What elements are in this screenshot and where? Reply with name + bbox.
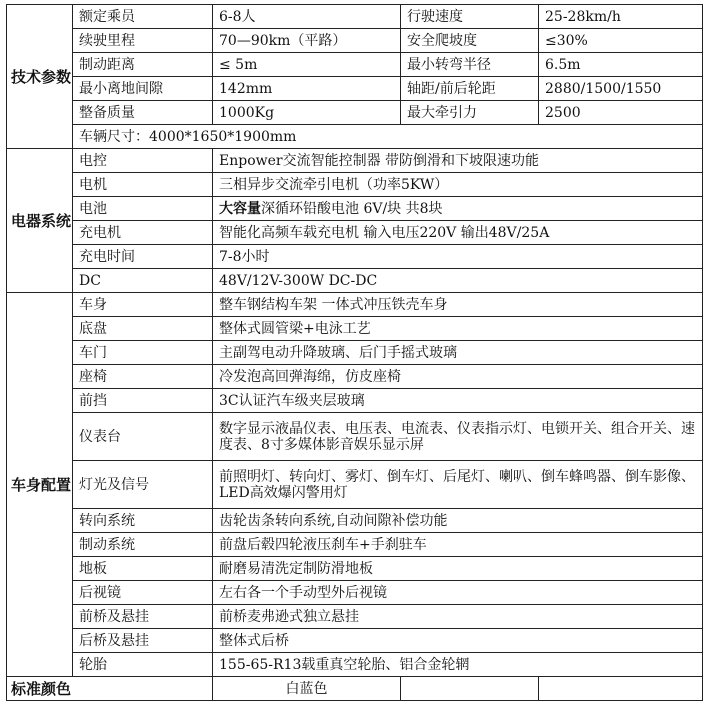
- electric-value: 智能化高频车载充电机 输入电压220V 输出48V/25A: [213, 221, 703, 245]
- body-row-6: [7, 413, 703, 461]
- body-label: 车身: [73, 293, 213, 317]
- tech-label: 安全爬坡度: [401, 29, 539, 53]
- body-value: 齿轮齿条转向系统,自动间隙补偿功能: [213, 509, 703, 533]
- battery-value: 深循环铅酸电池 6V/块 共8块: [261, 200, 443, 217]
- body-label: 底盘: [73, 317, 213, 341]
- tech-value: 2500: [539, 101, 703, 125]
- electric-value: 48V/12V-300W DC-DC: [213, 269, 703, 293]
- body-value: 冷发泡高回弹海绵，仿皮座椅: [213, 365, 703, 389]
- tech-row-1: [7, 5, 703, 29]
- tech-row-2: [7, 29, 703, 53]
- electric-label: DC: [73, 269, 213, 293]
- electric-row-5: [7, 245, 703, 269]
- body-section-title: 车身配置: [7, 293, 73, 677]
- body-label: 车门: [73, 341, 213, 365]
- electric-label: 电机: [73, 173, 213, 197]
- vehicle-dimensions: 车辆尺寸：4000*1650*1900mm: [73, 125, 703, 149]
- body-value: 155-65-R13载重真空轮胎、铝合金轮辋: [213, 653, 703, 677]
- body-value: 主副驾电动升降玻璃、后门手摇式玻璃: [213, 341, 703, 365]
- standard-color-value: 白蓝色: [213, 677, 401, 701]
- body-label: 前桥及悬挂: [73, 605, 213, 629]
- body-row-8: [7, 509, 703, 533]
- tech-label: 制动距离: [73, 53, 213, 77]
- body-row-3: [7, 341, 703, 365]
- body-row-14: [7, 653, 703, 677]
- body-row-2: [7, 317, 703, 341]
- tech-label: 最小转弯半径: [401, 53, 539, 77]
- tech-value: 6-8人: [213, 5, 401, 29]
- battery-emphasis: 大容量: [219, 200, 261, 217]
- body-value: 整体式后桥: [213, 629, 703, 653]
- electric-label: 电池: [73, 197, 213, 221]
- tech-value: 25-28km/h: [539, 5, 703, 29]
- electric-section-title: 电器系统: [7, 149, 73, 293]
- body-row-1: [7, 293, 703, 317]
- electric-label: 电控: [73, 149, 213, 173]
- tech-label: 轴距/前后轮距: [401, 77, 539, 101]
- tech-value: ≤ 5m: [213, 53, 401, 77]
- tech-row-4: [7, 77, 703, 101]
- body-label: 后视镜: [73, 581, 213, 605]
- body-label: 轮胎: [73, 653, 213, 677]
- tech-value: 2880/1500/1550: [539, 77, 703, 101]
- body-label: 转向系统: [73, 509, 213, 533]
- body-row-4: [7, 365, 703, 389]
- body-row-12: [7, 605, 703, 629]
- tech-value: 70—90km（平路）: [213, 29, 401, 53]
- electric-row-1: [7, 149, 703, 173]
- electric-row-2: [7, 173, 703, 197]
- tech-label: 行驶速度: [401, 5, 539, 29]
- body-label: 仪表台: [73, 413, 213, 461]
- color-section-title: 标准颜色: [7, 677, 213, 701]
- body-value: 前盘后毂四轮液压刹车+手刹驻车: [213, 533, 703, 557]
- tech-label: 最大牵引力: [401, 101, 539, 125]
- color-row: [7, 677, 703, 701]
- tech-value: 142mm: [213, 77, 401, 101]
- tech-row-3: [7, 53, 703, 77]
- tech-value: 6.5m: [539, 53, 703, 77]
- body-label: 座椅: [73, 365, 213, 389]
- body-row-9: [7, 533, 703, 557]
- tech-value: ≤30%: [539, 29, 703, 53]
- body-row-10: [7, 557, 703, 581]
- body-row-5: [7, 389, 703, 413]
- spec-table: [6, 4, 703, 701]
- body-value: 3C认证汽车级夹层玻璃: [213, 389, 703, 413]
- electric-row-4: [7, 221, 703, 245]
- body-value: 前照明灯、转向灯、雾灯、倒车灯、后尾灯、喇叭、倒车蜂鸣器、倒车影像、LED高效爆闪警用灯: [213, 461, 703, 509]
- body-value: 耐磨易清洗定制防滑地板: [213, 557, 703, 581]
- body-value: 数字显示液晶仪表、电压表、电流表、仪表指示灯、电锁开关、组合开关、速度表、8寸多媒体影音娱乐显示屏: [213, 413, 703, 461]
- electric-row-6: [7, 269, 703, 293]
- body-value: 前桥麦弗逊式独立悬挂: [213, 605, 703, 629]
- body-label: 灯光及信号: [73, 461, 213, 509]
- body-label: 地板: [73, 557, 213, 581]
- body-label: 前挡: [73, 389, 213, 413]
- tech-value: 1000Kg: [213, 101, 401, 125]
- tech-dimensions-row: [7, 125, 703, 149]
- empty-cell: [401, 677, 539, 701]
- tech-label: 最小离地间隙: [73, 77, 213, 101]
- electric-row-3: [7, 197, 703, 221]
- body-label: 后桥及悬挂: [73, 629, 213, 653]
- tech-label: 额定乘员: [73, 5, 213, 29]
- body-value: 整体式圆管梁+电泳工艺: [213, 317, 703, 341]
- body-row-13: [7, 629, 703, 653]
- electric-value: 三相异步交流牵引电机（功率5KW）: [213, 173, 703, 197]
- electric-label: 充电时间: [73, 245, 213, 269]
- tech-row-5: [7, 101, 703, 125]
- body-value: 左右各一个手动型外后视镜: [213, 581, 703, 605]
- electric-value-cell: [213, 197, 703, 221]
- tech-section-title: 技术参数: [7, 5, 73, 149]
- tech-label: 整备质量: [73, 101, 213, 125]
- body-row-7: [7, 461, 703, 509]
- electric-value: Enpower交流智能控制器 带防倒滑和下坡限速功能: [213, 149, 703, 173]
- spec-sheet: [6, 4, 703, 701]
- body-value: 整车钢结构车架 一体式冲压铁壳车身: [213, 293, 703, 317]
- body-label: 制动系统: [73, 533, 213, 557]
- empty-cell: [539, 677, 703, 701]
- body-row-11: [7, 581, 703, 605]
- electric-value: 7-8小时: [213, 245, 703, 269]
- electric-label: 充电机: [73, 221, 213, 245]
- tech-label: 续驶里程: [73, 29, 213, 53]
